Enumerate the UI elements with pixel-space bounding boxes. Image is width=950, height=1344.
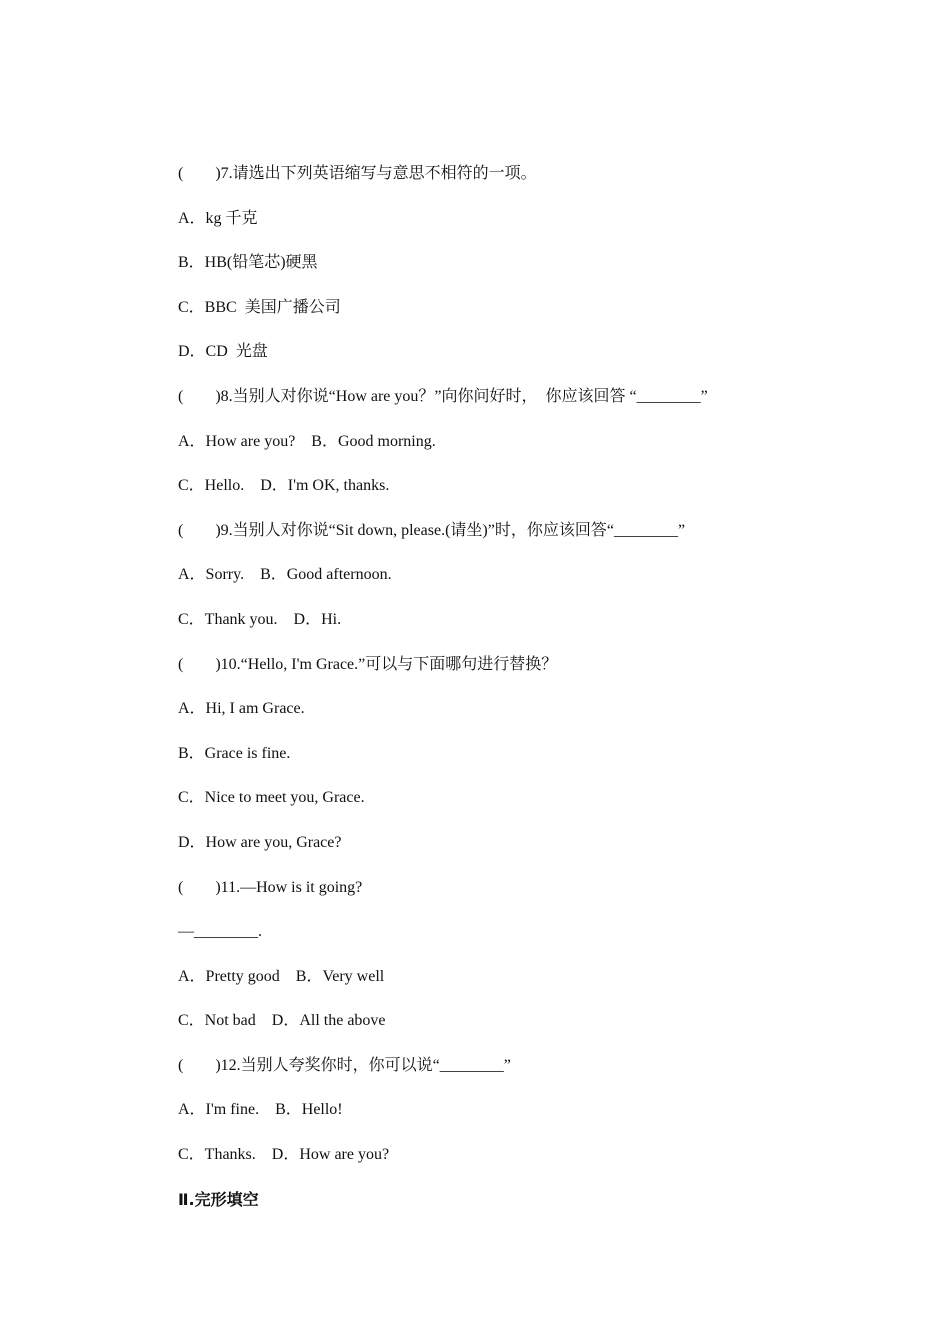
question-8-stem: ( )8.当别人对你说“How are you？”向你问好时， 你应该回答 “________” <box>178 387 708 405</box>
question-10-option-d: D．How are you, Grace? <box>178 833 342 851</box>
question-11-answer-blank: —________. <box>178 923 262 941</box>
question-7-option-c: C．BBC 美国广播公司 <box>178 298 341 316</box>
question-10-option-a: A．Hi, I am Grace. <box>178 700 305 718</box>
question-9-options-cd: C．Thank you. D．Hi. <box>178 610 342 628</box>
question-7-stem: ( )7.请选出下列英语缩写与意思不相符的一项。 <box>178 165 537 182</box>
question-7-option-b: B．HB(铅笔芯)硬黑 <box>178 254 318 272</box>
question-12-stem: ( )12.当别人夸奖你时，你可以说“________” <box>178 1056 511 1074</box>
question-7-option-a: A．kg 千克 <box>178 209 258 227</box>
document-page <box>178 160 878 1230</box>
section-title-cloze: Ⅱ.完形填空 <box>178 1189 259 1209</box>
question-11-options-ab: A．Pretty good B．Very well <box>178 967 385 985</box>
question-9-stem: ( )9.当别人对你说“Sit down, please.(请坐)”时，你应该回答“________” <box>178 521 686 539</box>
question-7-option-d: D．CD 光盘 <box>178 343 268 361</box>
question-12-options-cd: C．Thanks. D．How are you? <box>178 1146 390 1164</box>
question-11-options-cd: C．Not bad D．All the above <box>178 1012 386 1030</box>
question-9-options-ab: A．Sorry. B．Good afternoon. <box>178 566 392 584</box>
question-11-stem: ( )11.—How is it going? <box>178 878 363 896</box>
question-8-options-cd: C．Hello. D．I'm OK, thanks. <box>178 477 390 495</box>
question-8-options-ab: A．How are you? B．Good morning. <box>178 432 436 450</box>
question-10-option-b: B．Grace is fine. <box>178 744 291 762</box>
question-10-stem: ( )10.“Hello, I'm Grace.”可以与下面哪句进行替换？ <box>178 655 558 673</box>
question-10-option-c: C．Nice to meet you, Grace. <box>178 789 365 807</box>
question-12-options-ab: A．I'm fine. B．Hello! <box>178 1101 343 1119</box>
